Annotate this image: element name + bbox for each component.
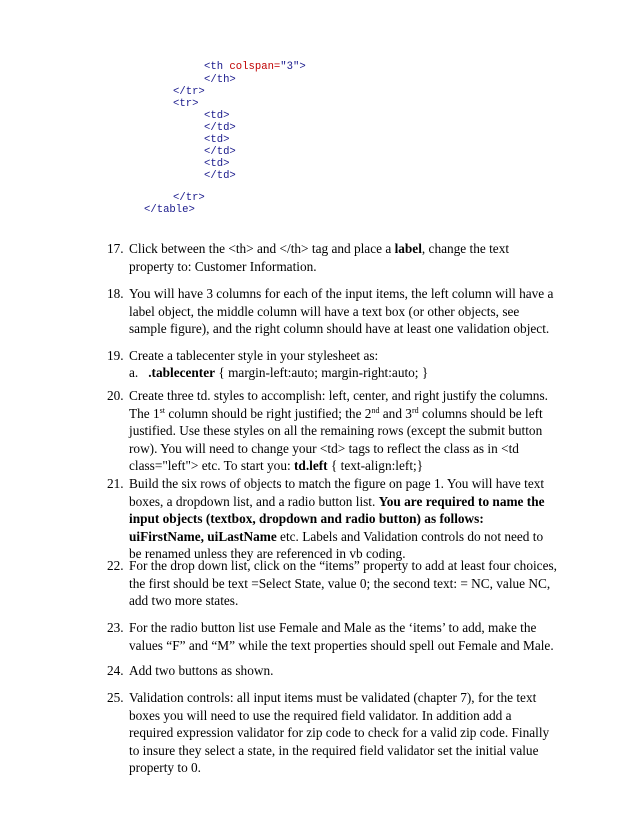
code-line-td-close: </td> — [204, 146, 236, 158]
list-item-17 — [107, 240, 557, 275]
item-text: Validation controls: all input items must be validated (chapter 7), for the text boxes you will need to use the required field validator. In addition add a required expression validator for zip code to check for a valid zip code. Finally to insure they select a state, in the required field validator set the initial value property to 0. — [129, 690, 550, 776]
list-item-20 — [107, 387, 557, 475]
item-text: Create three td. styles to accomplish: left, center, and right justify the columns. The 1st column should be right justified; the 2nd and 3rd columns should be left justified. Use these styles on all the remaining rows (except the submit button row). You will need to change your <td> tags to reflect the class as in <td class="left"> etc. To start you: td.left { text-align:left;} — [129, 388, 548, 474]
list-item-24 — [107, 662, 557, 680]
list-item-22 — [107, 557, 557, 610]
code-line-td-open: <td> — [204, 134, 230, 146]
item-number: 25. — [107, 690, 124, 705]
item-text: For the radio button list use Female and Male as the ‘items’ to add, make the values “F” and “M” while the text properties should spell out Female and Male. — [129, 620, 554, 653]
list-item-18 — [107, 285, 557, 338]
code-line-th-close: </th> — [204, 74, 236, 86]
code-line-td-open: <td> — [204, 110, 230, 122]
list-item-25 — [107, 689, 557, 777]
bold-term: td.left — [294, 458, 328, 474]
bold-term: .tablecenter — [148, 365, 216, 380]
list-item-23 — [107, 619, 557, 654]
code-line-table-close: </table> — [144, 204, 195, 216]
list-item-19 — [107, 347, 557, 365]
code-line-td-open: <td> — [204, 158, 230, 170]
bold-term: label — [394, 241, 422, 256]
item-text: Add two buttons as shown. — [129, 663, 274, 678]
code-line-th-open — [204, 61, 306, 73]
sub-item-a: a. .tablecenter { margin-left:auto; margin-right:auto; } — [129, 365, 429, 380]
code-line-td-close: </td> — [204, 170, 236, 182]
item-text: For the drop down list, click on the “items” property to add at least four choices, the first should be text =Select State, value 0; the second text: = NC, value NC, add two more states. — [129, 558, 557, 609]
item-number: 23. — [107, 620, 124, 635]
code-attr-value: "3"> — [280, 61, 306, 73]
code-line-tr-open: <tr> — [173, 98, 199, 110]
item-number: 17. — [107, 241, 124, 256]
code-token: <th — [204, 61, 224, 73]
item-text: You will have 3 columns for each of the input items, the left column will have a label object, the middle column will have a text box (or other objects, see sample figure), and the right column should have at least one validation object. — [129, 286, 554, 337]
item-number: 24. — [107, 663, 124, 678]
code-line-td-close: </td> — [204, 122, 236, 134]
item-number: 20. — [107, 388, 124, 403]
code-line-tr-close: </tr> — [173, 86, 205, 98]
item-text: Click between the <th> and </th> tag and place a label, change the text property to: Customer Information. — [129, 241, 510, 274]
item-text: Create a tablecenter style in your stylesheet as: — [129, 348, 379, 363]
item-number: 22. — [107, 558, 124, 573]
item-number: 19. — [107, 348, 124, 363]
bold-requirement: You are required to name the input objects (textbox, dropdown and radio button) as follows: uiFirstName, uiLastName — [129, 493, 545, 544]
sub-item-letter: a. — [129, 365, 139, 380]
code-attr: colspan= — [223, 61, 281, 73]
code-line-tr-close: </tr> — [173, 192, 205, 204]
item-number: 21. — [107, 476, 124, 491]
list-item-21 — [107, 475, 557, 563]
item-number: 18. — [107, 286, 124, 301]
item-text: Build the six rows of objects to match the figure on page 1. You will have text boxes, a dropdown list, and a radio button list. You are required to name the input objects (textbox, dropdown and radio button) as follows: uiFirstName, uiLastName etc. Labels and Validation controls do not need to be renamed unless they are referenced in vb coding. — [129, 476, 545, 562]
